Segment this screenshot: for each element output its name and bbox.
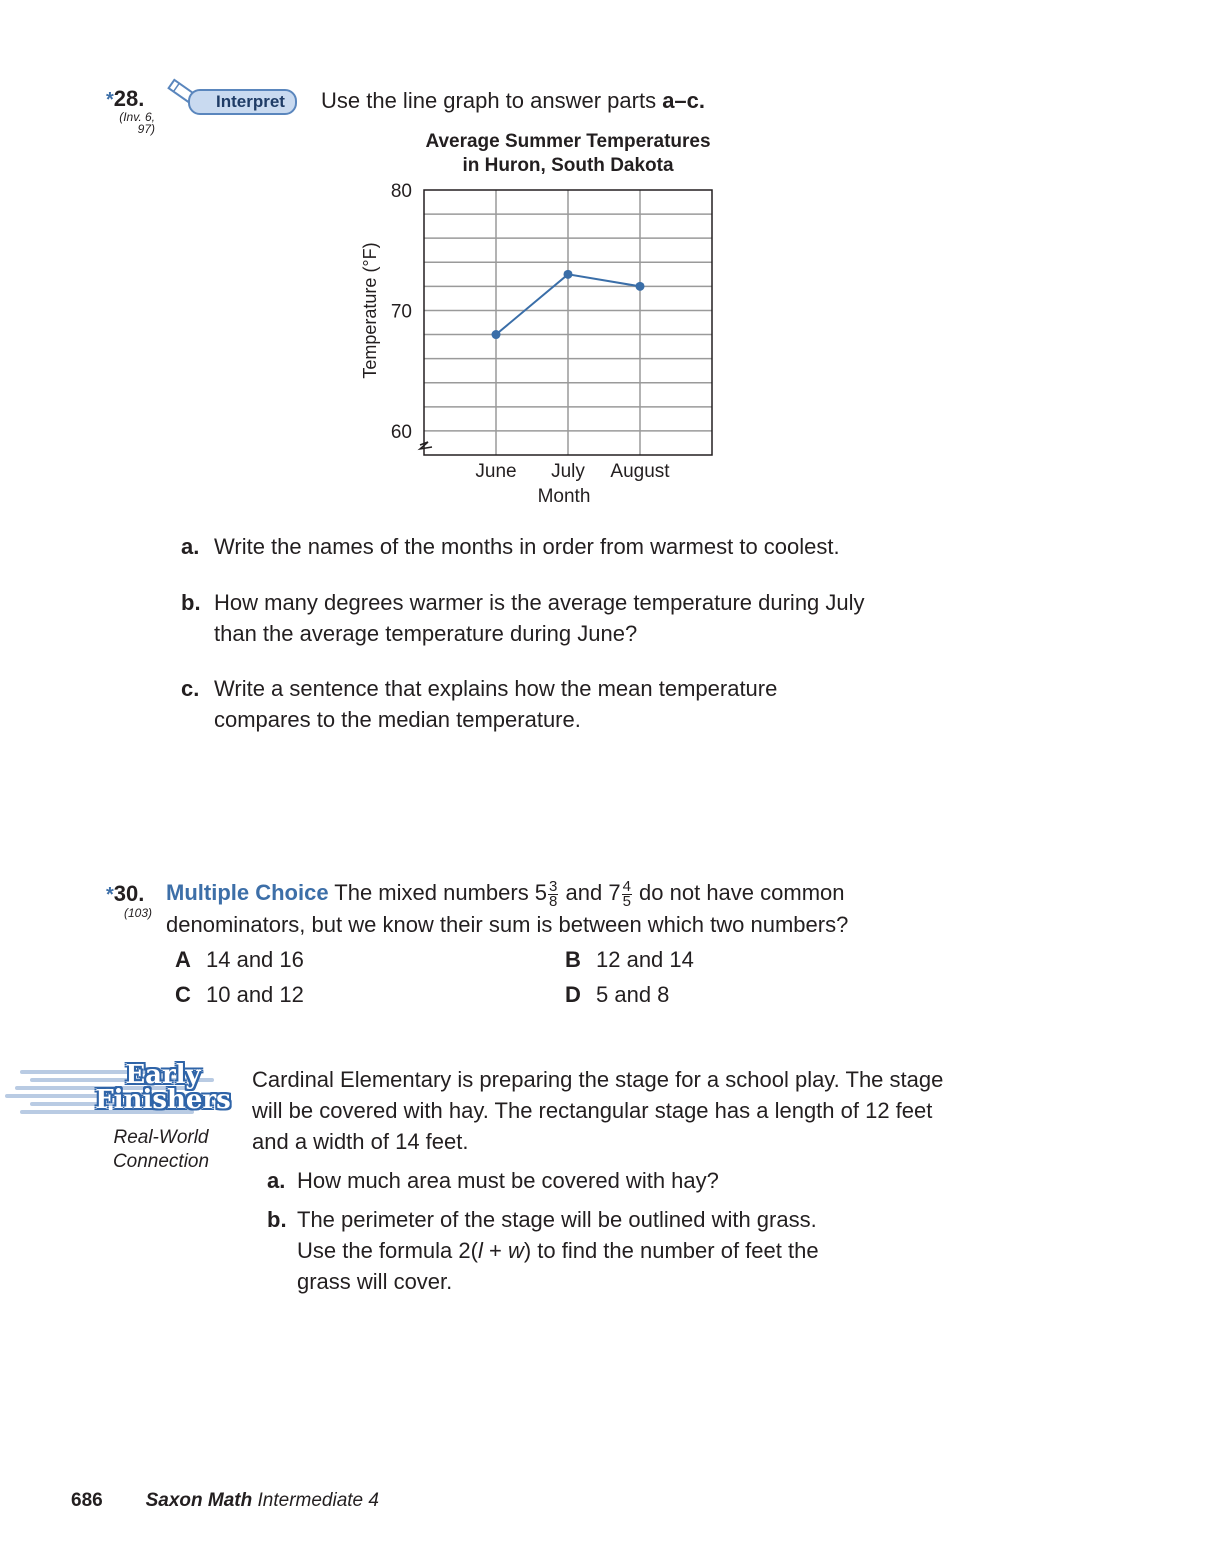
problem-28-reference: (Inv. 6, 97) xyxy=(119,110,155,136)
early-finishers-intro: Cardinal Elementary is preparing the stage for a school play. The stage will be covered with hay. The rectangular stage has a length of 12 feet and a width of 14 feet. xyxy=(252,1067,944,1154)
problem-28-prompt: Use the line graph to answer parts a–c. xyxy=(321,88,706,113)
real-world-connection-caption: Real-World Connection xyxy=(112,1127,210,1172)
star-icon: * xyxy=(106,89,114,111)
problem-30-line2: denominators, but we know their sum is between which two numbers? xyxy=(166,912,849,937)
problem-30-number: *30. xyxy=(106,881,145,906)
y-tick-label: 60 xyxy=(390,421,412,443)
page-footer: 686 Saxon Math Intermediate 4 xyxy=(71,1490,379,1511)
data-point-july xyxy=(564,270,573,279)
data-point-june xyxy=(492,330,501,339)
interpret-badge: Interpret xyxy=(188,89,297,115)
choice-c[interactable]: C 10 and 12 xyxy=(175,982,304,1007)
line-chart xyxy=(340,170,740,515)
axis-break-icon xyxy=(420,442,432,449)
chart-title: Average Summer Temperatures in Huron, South Dakota xyxy=(425,131,711,176)
fraction-4-5: $\frac{4}{5}$ xyxy=(622,877,631,910)
problem-30-reference: (103) xyxy=(123,906,152,920)
y-axis-label: Temperature (°F) xyxy=(360,242,380,379)
x-tick-label: July xyxy=(551,461,585,482)
choices xyxy=(175,944,875,1010)
problem-28-number: *28. xyxy=(106,86,145,111)
book-title: Saxon Math xyxy=(145,1490,253,1511)
part-c: c. Write a sentence that explains how the mean temperature compares to the median temperature. xyxy=(181,676,778,732)
choice-b[interactable]: B 12 and 14 xyxy=(565,947,694,972)
y-tick-label: 80 xyxy=(390,181,412,202)
early-finishers-parts xyxy=(267,1165,1027,1297)
choice-a[interactable]: A 14 and 16 xyxy=(175,947,304,972)
ef-part-a: a. How much area must be covered with hay? xyxy=(267,1168,719,1193)
x-tick-label: August xyxy=(610,461,670,482)
fraction-3-8: $\frac{3}{8}$ xyxy=(549,877,558,910)
part-a: a. Write the names of the months in order from warmest to coolest. xyxy=(181,534,840,559)
ef-part-b: b. The perimeter of the stage will be outlined with grass. Use the formula 2(l + w) to find the number of feet the grass will cover. xyxy=(267,1207,819,1294)
data-point-august xyxy=(636,282,645,291)
choice-d[interactable]: D 5 and 8 xyxy=(565,982,670,1007)
star-icon: * xyxy=(106,884,114,906)
x-tick-label: June xyxy=(475,461,517,482)
part-b: b. How many degrees warmer is the average temperature during July than the average temperature during June? xyxy=(181,590,865,646)
problem-28-parts xyxy=(181,531,981,735)
y-tick-label: 70 xyxy=(390,301,412,323)
page-number: 686 xyxy=(71,1490,103,1511)
early-finishers-logo: Early Finishers xyxy=(95,1060,231,1115)
problem-30-line1: Multiple Choice The mixed numbers 5 $\frac{3}{8}$ and 7 $\frac{4}{5}$ do not have common xyxy=(166,877,845,910)
x-axis-label: Month xyxy=(537,486,591,507)
